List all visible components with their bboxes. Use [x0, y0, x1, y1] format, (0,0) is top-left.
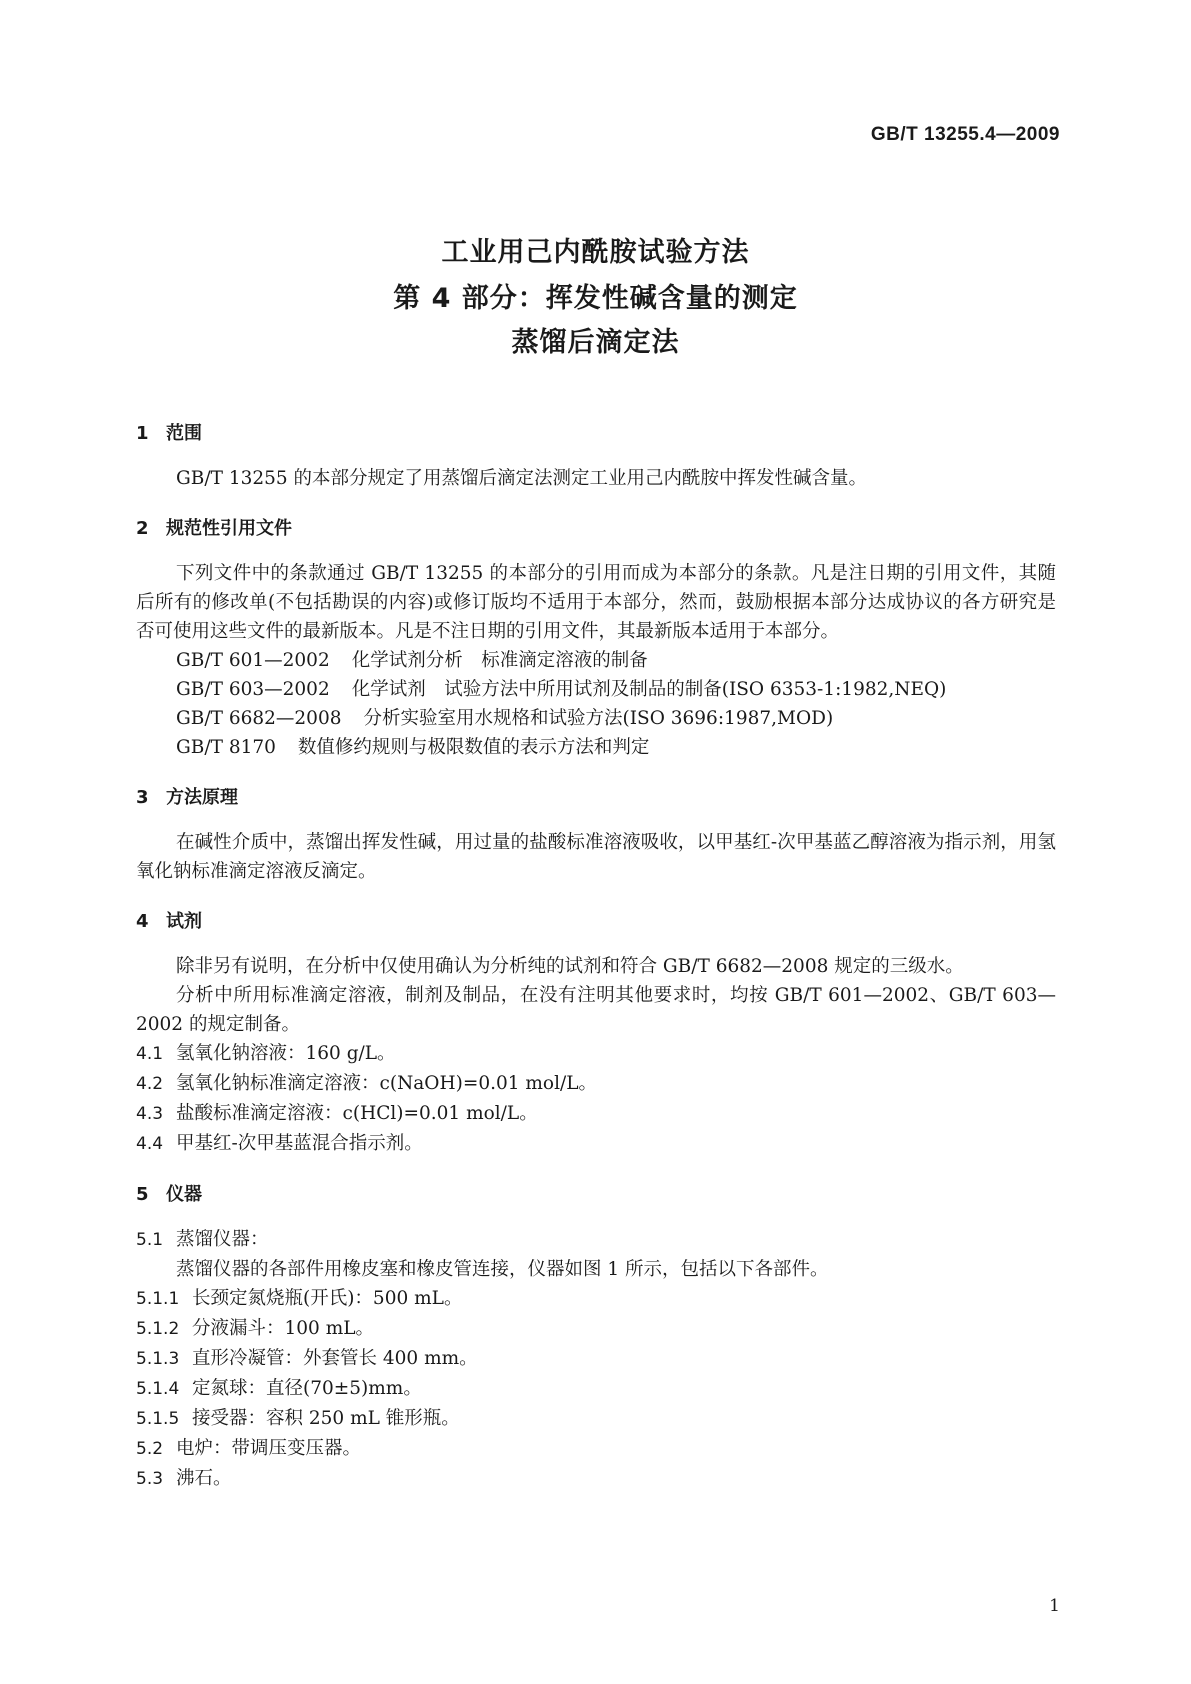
item-number: 4.1 — [136, 1044, 164, 1064]
section-3-paragraph: 在碱性介质中，蒸馏出挥发性碱，用过量的盐酸标准溶液吸收，以甲基红-次甲基蓝乙醇溶液为指示剂，用氢氧化钠标准滴定溶液反滴定。 — [136, 832, 1056, 882]
section-heading-1 — [136, 420, 1056, 448]
section-heading-2 — [136, 515, 1056, 543]
normative-reference — [136, 704, 1056, 733]
section-4-paragraph-1: 除非另有说明，在分析中仅使用确认为分析纯的试剂和符合 GB/T 6682—2008 规定的三级水。 — [176, 956, 964, 977]
section-title: 规范性引用文件 — [166, 518, 292, 539]
reference-code: GB/T 6682—2008 — [176, 708, 342, 729]
section-number: 2 — [136, 518, 149, 539]
apparatus-subitem — [136, 1374, 1056, 1404]
item-text: 甲基红-次甲基蓝混合指示剂。 — [176, 1133, 423, 1154]
document-body — [136, 420, 1056, 1494]
section-number: 5 — [136, 1184, 149, 1205]
apparatus-item — [136, 1225, 1056, 1255]
item-text: 盐酸标准滴定溶液：c(HCl)=0.01 mol/L。 — [176, 1103, 538, 1124]
item-number: 5.1.3 — [136, 1349, 180, 1369]
reference-code: GB/T 8170 — [176, 737, 276, 758]
apparatus-subitem — [136, 1284, 1056, 1314]
reference-title: 数值修约规则与极限数值的表示方法和判定 — [297, 737, 650, 758]
item-number: 4.3 — [136, 1104, 164, 1124]
item-number: 4.4 — [136, 1134, 164, 1154]
section-heading-4 — [136, 908, 1056, 936]
section-heading-5 — [136, 1181, 1056, 1209]
section-5-paragraph: 蒸馏仪器的各部件用橡皮塞和橡皮管连接，仪器如图 1 所示，包括以下各部件。 — [176, 1259, 829, 1280]
item-number: 4.2 — [136, 1074, 164, 1094]
item-text: 直形冷凝管：外套管长 400 mm。 — [192, 1348, 478, 1369]
apparatus-subitem — [136, 1344, 1056, 1374]
item-number: 5.1.4 — [136, 1379, 180, 1399]
item-text: 分液漏斗：100 mL。 — [192, 1318, 375, 1339]
item-text: 蒸馏仪器： — [176, 1229, 269, 1250]
item-text: 沸石。 — [176, 1468, 232, 1489]
section-number: 3 — [136, 787, 149, 808]
doc-title-line1: 工业用己内酰胺试验方法 — [441, 237, 750, 268]
reagent-item — [136, 1099, 1056, 1129]
item-text: 定氮球：直径(70±5)mm。 — [192, 1378, 422, 1399]
doc-title-line3: 蒸馏后滴定法 — [511, 327, 680, 358]
apparatus-subitem — [136, 1404, 1056, 1434]
item-text: 长颈定氮烧瓶(开氏)：500 mL。 — [192, 1288, 463, 1309]
normative-reference — [136, 733, 1056, 762]
section-number: 4 — [136, 911, 149, 932]
section-title: 范围 — [166, 423, 202, 444]
item-number: 5.1.1 — [136, 1289, 180, 1309]
item-text: 氢氧化钠标准滴定溶液：c(NaOH)=0.01 mol/L。 — [176, 1073, 598, 1094]
normative-reference — [136, 675, 1056, 704]
normative-reference — [136, 646, 1056, 675]
item-number: 5.3 — [136, 1469, 164, 1489]
reagent-item — [136, 1069, 1056, 1099]
section-heading-3 — [136, 784, 1056, 812]
item-number: 5.2 — [136, 1439, 164, 1459]
apparatus-item — [136, 1434, 1056, 1464]
item-number: 5.1 — [136, 1230, 164, 1250]
item-text: 电炉：带调压变压器。 — [176, 1438, 362, 1459]
section-number: 1 — [136, 423, 149, 444]
reagent-item — [136, 1129, 1056, 1159]
reference-title: 化学试剂分析 标准滴定溶液的制备 — [351, 650, 648, 671]
section-2-paragraph: 下列文件中的条款通过 GB/T 13255 的本部分的引用而成为本部分的条款。凡是注日期的引用文件，其随后所有的修改单(不包括勘误的内容)或修订版均不适用于本部分，然而，鼓励根据本部分达成协议的各方研究是否可使用这些文件的最新版本。凡是不注日期的引用文件，其最新版本适用于本部分。 — [136, 563, 1056, 642]
section-1-paragraph: GB/T 13255 的本部分规定了用蒸馏后滴定法测定工业用己内酰胺中挥发性碱含量。 — [176, 468, 868, 489]
section-title: 试剂 — [166, 911, 202, 932]
item-text: 氢氧化钠溶液：160 g/L。 — [176, 1043, 396, 1064]
section-title: 仪器 — [166, 1184, 202, 1205]
item-number: 5.1.2 — [136, 1319, 180, 1339]
standard-code: GB/T 13255.4—2009 — [870, 124, 1060, 145]
page-number: 1 — [1049, 1596, 1060, 1616]
item-number: 5.1.5 — [136, 1409, 180, 1429]
reagent-item — [136, 1039, 1056, 1069]
doc-title-line2: 第 4 部分：挥发性碱含量的测定 — [393, 283, 798, 314]
reference-code: GB/T 601—2002 — [176, 650, 330, 671]
apparatus-subitem — [136, 1314, 1056, 1344]
reference-title: 分析实验室用水规格和试验方法(ISO 3696:1987,MOD) — [363, 708, 834, 729]
apparatus-item — [136, 1464, 1056, 1494]
reference-title: 化学试剂 试验方法中所用试剂及制品的制备(ISO 6353-1:1982,NEQ) — [351, 679, 947, 700]
section-title: 方法原理 — [166, 787, 238, 808]
item-text: 接受器：容积 250 mL 锥形瓶。 — [192, 1408, 460, 1429]
reference-code: GB/T 603—2002 — [176, 679, 330, 700]
section-4-paragraph-2: 分析中所用标准滴定溶液，制剂及制品，在没有注明其他要求时，均按 GB/T 601—2002、GB/T 603—2002 的规定制备。 — [136, 985, 1056, 1035]
